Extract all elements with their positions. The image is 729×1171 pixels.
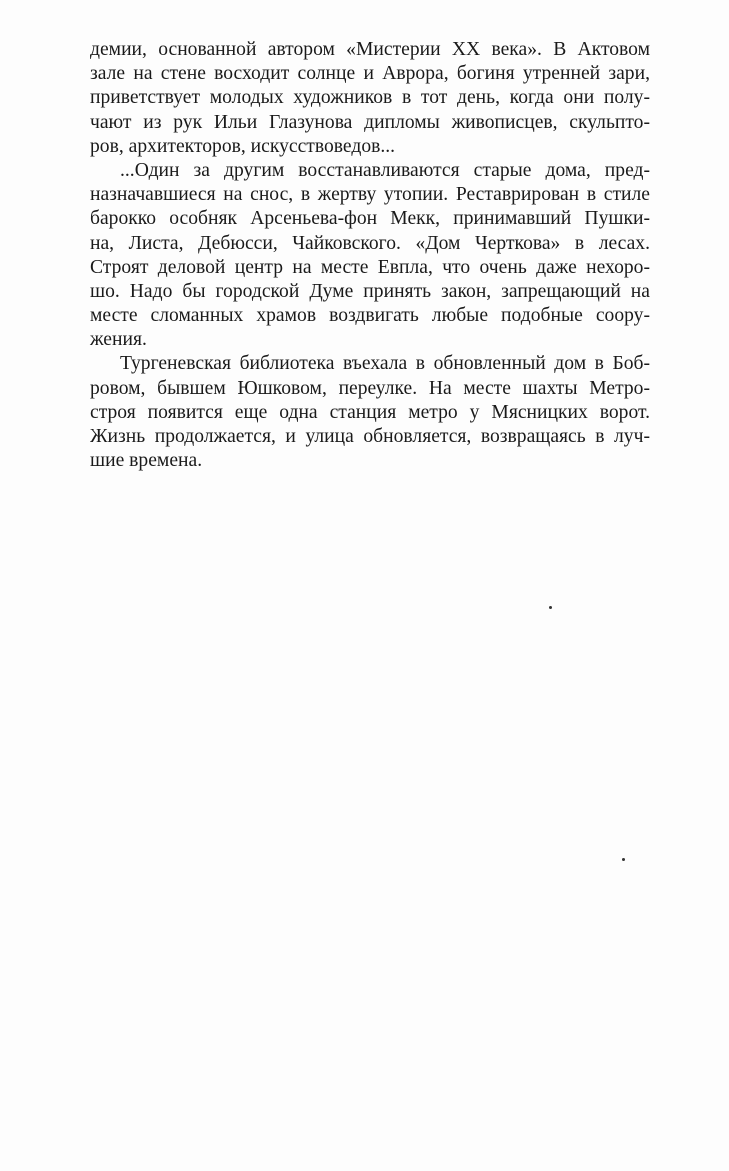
paragraph-2 (90, 159, 650, 353)
text-line: ров, архитекторов, искусствоведов... (90, 135, 396, 157)
text-line: шие времена. (90, 450, 203, 472)
text-line: приветствует молодых художников в тот день, когда они полу- (90, 87, 650, 109)
scan-speck (622, 858, 625, 861)
paragraph-3 (90, 352, 650, 473)
text-line: барокко особняк Арсеньева-фон Мекк, принимавший Пушки- (90, 208, 650, 230)
body-text (90, 38, 650, 473)
text-line: чают из рук Ильи Глазунова дипломы живописцев, скульпто- (90, 111, 650, 133)
text-line: Тургеневская библиотека въехала в обновленный дом в Боб- (120, 353, 650, 375)
text-line: зале на стене восходит солнце и Аврора, богиня утренней зари, (90, 63, 650, 85)
text-line: на, Листа, Дебюсси, Чайковского. «Дом Черткова» в лесах. (90, 232, 650, 254)
text-line: Строят деловой центр на месте Евпла, что очень даже нехоро- (90, 256, 650, 278)
text-line: шо. Надо бы городской Думе принять закон, запрещающий на (90, 280, 650, 302)
text-line: строя появится еще одна станция метро у Мясницких ворот. (90, 401, 650, 423)
text-line: ровом, бывшем Юшковом, переулке. На месте шахты Метро- (90, 377, 650, 399)
text-line: назначавшиеся на снос, в жертву утопии. Реставрирован в стиле (90, 184, 650, 206)
text-line: месте сломанных храмов воздвигать любые подобные соору- (90, 305, 650, 327)
text-line: жения. (90, 329, 147, 351)
text-line: демии, основанной автором «Мистерии XX века». В Актовом (90, 39, 650, 60)
text-line: ...Один за другим восстанавливаются старые дома, пред- (120, 159, 650, 181)
text-line: Жизнь продолжается, и улица обновляется, возвращаясь в луч- (90, 426, 650, 447)
paragraph-1 (90, 38, 650, 159)
scan-speck (549, 606, 552, 609)
